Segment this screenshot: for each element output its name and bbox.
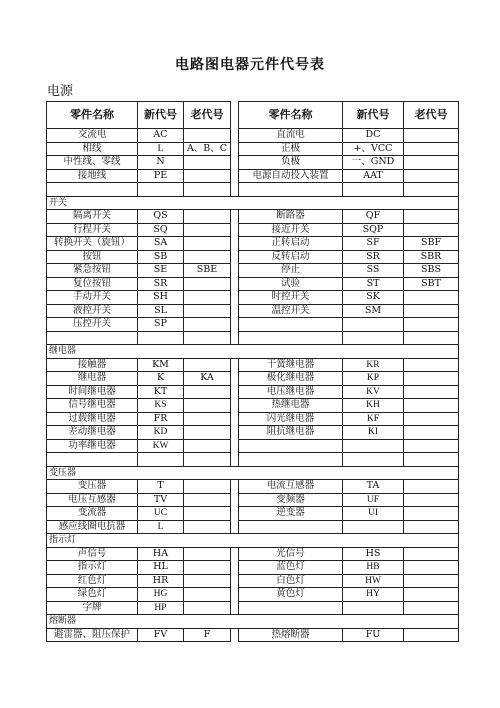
old-code-cell <box>404 574 459 588</box>
new-code-cell: KM <box>138 358 184 372</box>
part-name-cell: 字牌 <box>47 601 138 615</box>
column-separator <box>231 372 239 386</box>
part-name-cell: 感应线圈电抗器 <box>47 520 138 534</box>
section-header-row <box>47 196 459 210</box>
old-code-cell: SBT <box>404 277 459 291</box>
new-code-cell: SL <box>138 304 184 318</box>
new-code-cell: SP <box>138 318 184 332</box>
new-code-cell: FV <box>138 628 184 642</box>
part-name-cell <box>239 183 343 197</box>
table-row <box>47 358 459 372</box>
old-code-cell <box>184 318 231 332</box>
old-code-cell <box>184 412 231 426</box>
table-row <box>47 601 459 615</box>
table-row <box>47 412 459 426</box>
part-name-cell <box>239 601 343 615</box>
part-name-cell: 变压器 <box>47 480 138 494</box>
part-name-cell: 阻抗继电器 <box>239 426 343 440</box>
old-code-cell <box>184 237 231 251</box>
part-name-cell <box>239 331 343 345</box>
table-row <box>47 169 459 183</box>
header-new-code-2: 新代号 <box>343 102 404 129</box>
table-row <box>47 561 459 575</box>
new-code-cell: SR <box>138 277 184 291</box>
part-name-cell: 正极 <box>239 142 343 156</box>
column-separator <box>231 561 239 575</box>
part-name-cell: 中性线、零线 <box>47 156 138 170</box>
old-code-cell <box>404 304 459 318</box>
header-row <box>47 102 459 129</box>
old-code-cell <box>184 129 231 143</box>
new-code-cell: SR <box>343 250 404 264</box>
new-code-cell <box>343 453 404 467</box>
new-code-cell: SH <box>138 291 184 305</box>
column-separator <box>231 628 239 642</box>
new-code-cell: KR <box>343 358 404 372</box>
column-separator <box>231 318 239 332</box>
column-separator <box>231 210 239 224</box>
column-separator <box>231 142 239 156</box>
part-name-cell: 压控开关 <box>47 318 138 332</box>
part-name-cell: 负极 <box>239 156 343 170</box>
part-name-cell: 停止 <box>239 264 343 278</box>
new-code-cell: +、VCC <box>343 142 404 156</box>
old-code-cell: F <box>184 628 231 642</box>
new-code-cell: PE <box>138 169 184 183</box>
part-name-cell <box>47 183 138 197</box>
part-name-cell: 热继电器 <box>239 399 343 413</box>
part-name-cell: 黄色灯 <box>239 588 343 602</box>
part-name-cell: 过载继电器 <box>47 412 138 426</box>
new-code-cell: HL <box>138 561 184 575</box>
old-code-cell <box>404 385 459 399</box>
new-code-cell: HB <box>343 561 404 575</box>
old-code-cell <box>404 331 459 345</box>
part-name-cell: 热熔断器 <box>239 628 343 642</box>
new-code-cell: KH <box>343 399 404 413</box>
part-name-cell <box>239 439 343 453</box>
section-header-row <box>47 615 459 629</box>
part-name-cell: 变流器 <box>47 507 138 521</box>
part-name-cell: 变频器 <box>239 493 343 507</box>
part-name-cell: 差动继电器 <box>47 426 138 440</box>
component-code-table <box>46 101 459 642</box>
table-row <box>47 547 459 561</box>
table-row <box>47 385 459 399</box>
new-code-cell: TV <box>138 493 184 507</box>
old-code-cell <box>404 129 459 143</box>
part-name-cell: 接地线 <box>47 169 138 183</box>
table-row <box>47 399 459 413</box>
column-separator <box>231 264 239 278</box>
part-name-cell: 白色灯 <box>239 574 343 588</box>
old-code-cell <box>404 358 459 372</box>
header-old-code-2: 老代号 <box>404 102 459 129</box>
old-code-cell <box>184 399 231 413</box>
section-label: 开关 <box>47 196 459 210</box>
new-code-cell: KW <box>138 439 184 453</box>
new-code-cell: HA <box>138 547 184 561</box>
section-label: 熔断器 <box>47 615 459 629</box>
old-code-cell: SBE <box>184 264 231 278</box>
old-code-cell <box>184 156 231 170</box>
old-code-cell <box>404 601 459 615</box>
part-name-cell: 试验 <box>239 277 343 291</box>
part-name-cell <box>239 453 343 467</box>
new-code-cell: HR <box>138 574 184 588</box>
old-code-cell <box>184 223 231 237</box>
old-code-cell <box>184 358 231 372</box>
old-code-cell <box>404 183 459 197</box>
column-separator <box>231 601 239 615</box>
column-separator <box>231 129 239 143</box>
table-row <box>47 142 459 156</box>
new-code-cell: K <box>138 372 184 386</box>
part-name-cell: 相线 <box>47 142 138 156</box>
column-separator <box>231 439 239 453</box>
new-code-cell: L <box>138 520 184 534</box>
column-separator <box>231 574 239 588</box>
new-code-cell: KT <box>138 385 184 399</box>
table-row <box>47 439 459 453</box>
table-row <box>47 588 459 602</box>
old-code-cell <box>184 574 231 588</box>
new-code-cell: HP <box>138 601 184 615</box>
table-row <box>47 264 459 278</box>
column-separator <box>231 331 239 345</box>
new-code-cell: AAT <box>343 169 404 183</box>
new-code-cell: SE <box>138 264 184 278</box>
table-row <box>47 372 459 386</box>
part-name-cell: 电源自动投入装置 <box>239 169 343 183</box>
part-name-cell: 接近开关 <box>239 223 343 237</box>
column-separator <box>231 385 239 399</box>
new-code-cell: L <box>138 142 184 156</box>
old-code-cell <box>404 210 459 224</box>
section-label: 指示灯 <box>47 534 459 548</box>
part-name-cell: 指示灯 <box>47 561 138 575</box>
table-row <box>47 277 459 291</box>
old-code-cell <box>184 385 231 399</box>
column-separator <box>231 507 239 521</box>
old-code-cell: SBS <box>404 264 459 278</box>
old-code-cell <box>184 601 231 615</box>
part-name-cell: 隔离开关 <box>47 210 138 224</box>
new-code-cell: TA <box>343 480 404 494</box>
column-separator <box>231 291 239 305</box>
part-name-cell: 光信号 <box>239 547 343 561</box>
section-header-row <box>47 466 459 480</box>
new-code-cell: UF <box>343 493 404 507</box>
old-code-cell: KA <box>184 372 231 386</box>
old-code-cell <box>184 561 231 575</box>
part-name-cell: 按钮 <box>47 250 138 264</box>
old-code-cell <box>404 480 459 494</box>
old-code-cell: SBR <box>404 250 459 264</box>
old-code-cell <box>184 439 231 453</box>
old-code-cell <box>404 561 459 575</box>
table-row <box>47 480 459 494</box>
old-code-cell <box>184 453 231 467</box>
old-code-cell <box>184 183 231 197</box>
table-row <box>47 304 459 318</box>
new-code-cell <box>138 453 184 467</box>
old-code-cell <box>404 588 459 602</box>
part-name-cell: 紧急按钮 <box>47 264 138 278</box>
part-name-cell: 声信号 <box>47 547 138 561</box>
column-separator <box>231 453 239 467</box>
header-new-code: 新代号 <box>138 102 184 129</box>
new-code-cell: KF <box>343 412 404 426</box>
new-code-cell: KD <box>138 426 184 440</box>
column-separator <box>231 223 239 237</box>
part-name-cell: 继电器 <box>47 372 138 386</box>
column-separator <box>231 183 239 197</box>
part-name-cell: 反转启动 <box>239 250 343 264</box>
new-code-cell: UC <box>138 507 184 521</box>
new-code-cell: T <box>138 480 184 494</box>
page-title: 电路图电器元件代号表 <box>175 57 325 73</box>
new-code-cell: SS <box>343 264 404 278</box>
part-name-cell <box>239 318 343 332</box>
table-row <box>47 183 459 197</box>
part-name-cell: 闪光继电器 <box>239 412 343 426</box>
column-separator <box>231 102 239 129</box>
new-code-cell: HS <box>343 547 404 561</box>
part-name-cell: 干簧继电器 <box>239 358 343 372</box>
table-row <box>47 156 459 170</box>
column-separator <box>231 156 239 170</box>
table-body <box>47 102 459 642</box>
old-code-cell <box>184 493 231 507</box>
part-name-cell: 逆变器 <box>239 507 343 521</box>
table-row <box>47 318 459 332</box>
part-name-cell: 温控开关 <box>239 304 343 318</box>
column-separator <box>231 237 239 251</box>
part-name-cell: 时间继电器 <box>47 385 138 399</box>
old-code-cell <box>404 628 459 642</box>
new-code-cell: AC <box>138 129 184 143</box>
old-code-cell <box>404 547 459 561</box>
new-code-cell: ST <box>343 277 404 291</box>
part-name-cell: 行程开关 <box>47 223 138 237</box>
old-code-cell <box>404 156 459 170</box>
table-row <box>47 331 459 345</box>
column-separator <box>231 412 239 426</box>
new-code-cell: SM <box>343 304 404 318</box>
old-code-cell <box>404 412 459 426</box>
column-separator <box>231 358 239 372</box>
table-row <box>47 453 459 467</box>
old-code-cell <box>404 223 459 237</box>
new-code-cell: KP <box>343 372 404 386</box>
new-code-cell: SQ <box>138 223 184 237</box>
part-name-cell: 接触器 <box>47 358 138 372</box>
column-separator <box>231 480 239 494</box>
new-code-cell: KS <box>138 399 184 413</box>
old-code-cell <box>184 331 231 345</box>
new-code-cell: SB <box>138 250 184 264</box>
old-code-cell <box>184 210 231 224</box>
part-name-cell <box>47 331 138 345</box>
part-name-cell: 电压互感器 <box>47 493 138 507</box>
column-separator <box>231 588 239 602</box>
column-separator <box>231 169 239 183</box>
part-name-cell: 红色灯 <box>47 574 138 588</box>
table-row <box>47 223 459 237</box>
part-name-cell: 电流互感器 <box>239 480 343 494</box>
section-label: 继电器 <box>47 345 459 359</box>
table-row <box>47 250 459 264</box>
old-code-cell <box>404 169 459 183</box>
old-code-cell: SBF <box>404 237 459 251</box>
new-code-cell <box>343 318 404 332</box>
part-name-cell: 信号继电器 <box>47 399 138 413</box>
old-code-cell <box>404 291 459 305</box>
old-code-cell <box>404 520 459 534</box>
section-title-power: 电源 <box>47 84 74 99</box>
part-name-cell: 绿色灯 <box>47 588 138 602</box>
part-name-cell: 交流电 <box>47 129 138 143</box>
old-code-cell <box>184 277 231 291</box>
table-row <box>47 291 459 305</box>
part-name-cell: 直流电 <box>239 129 343 143</box>
new-code-cell: QF <box>343 210 404 224</box>
old-code-cell <box>184 250 231 264</box>
new-code-cell <box>138 331 184 345</box>
old-code-cell <box>404 142 459 156</box>
part-name-cell: 正转启动 <box>239 237 343 251</box>
part-name-cell: 电压继电器 <box>239 385 343 399</box>
old-code-cell <box>184 291 231 305</box>
old-code-cell <box>184 304 231 318</box>
old-code-cell <box>184 426 231 440</box>
new-code-cell <box>343 331 404 345</box>
old-code-cell <box>184 507 231 521</box>
old-code-cell <box>184 169 231 183</box>
part-name-cell: 复位按钮 <box>47 277 138 291</box>
column-separator <box>231 399 239 413</box>
column-separator <box>231 520 239 534</box>
column-separator <box>231 426 239 440</box>
new-code-cell: UI <box>343 507 404 521</box>
new-code-cell <box>343 520 404 534</box>
old-code-cell <box>404 372 459 386</box>
table-row <box>47 493 459 507</box>
new-code-cell: FR <box>138 412 184 426</box>
old-code-cell <box>184 480 231 494</box>
part-name-cell: 断路器 <box>239 210 343 224</box>
section-header-row <box>47 534 459 548</box>
table-row <box>47 426 459 440</box>
old-code-cell <box>404 507 459 521</box>
new-code-cell: DC <box>343 129 404 143</box>
part-name-cell: 液控开关 <box>47 304 138 318</box>
new-code-cell: SK <box>343 291 404 305</box>
new-code-cell: SA <box>138 237 184 251</box>
part-name-cell: 极化继电器 <box>239 372 343 386</box>
new-code-cell <box>138 183 184 197</box>
table-row <box>47 237 459 251</box>
part-name-cell: 功率继电器 <box>47 439 138 453</box>
new-code-cell <box>343 439 404 453</box>
section-header-row <box>47 345 459 359</box>
old-code-cell <box>404 426 459 440</box>
column-separator <box>231 304 239 318</box>
part-name-cell: 时控开关 <box>239 291 343 305</box>
old-code-cell <box>404 453 459 467</box>
new-code-cell: SF <box>343 237 404 251</box>
new-code-cell: QS <box>138 210 184 224</box>
new-code-cell: HW <box>343 574 404 588</box>
new-code-cell <box>343 183 404 197</box>
new-code-cell: 一、GND <box>343 156 404 170</box>
old-code-cell: A、B、C <box>184 142 231 156</box>
old-code-cell <box>404 439 459 453</box>
new-code-cell: SQP <box>343 223 404 237</box>
table-row <box>47 574 459 588</box>
part-name-cell: 手动开关 <box>47 291 138 305</box>
part-name-cell <box>239 520 343 534</box>
table-row <box>47 129 459 143</box>
header-part-name-2: 零件名称 <box>239 102 343 129</box>
column-separator <box>231 493 239 507</box>
table-row <box>47 210 459 224</box>
table-row <box>47 520 459 534</box>
header-old-code: 老代号 <box>184 102 231 129</box>
new-code-cell: KI <box>343 426 404 440</box>
new-code-cell: N <box>138 156 184 170</box>
old-code-cell <box>404 399 459 413</box>
section-label: 变压器 <box>47 466 459 480</box>
old-code-cell <box>184 588 231 602</box>
old-code-cell <box>404 493 459 507</box>
header-part-name: 零件名称 <box>47 102 138 129</box>
part-name-cell: 转换开关（旋钮） <box>47 237 138 251</box>
part-name-cell <box>47 453 138 467</box>
column-separator <box>231 250 239 264</box>
old-code-cell <box>404 318 459 332</box>
new-code-cell <box>343 601 404 615</box>
new-code-cell: HG <box>138 588 184 602</box>
table-row <box>47 507 459 521</box>
new-code-cell: HY <box>343 588 404 602</box>
part-name-cell: 蓝色灯 <box>239 561 343 575</box>
new-code-cell: KV <box>343 385 404 399</box>
old-code-cell <box>184 547 231 561</box>
part-name-cell: 避雷器、阻压保护 <box>47 628 138 642</box>
column-separator <box>231 277 239 291</box>
new-code-cell: FU <box>343 628 404 642</box>
old-code-cell <box>184 520 231 534</box>
table-row <box>47 628 459 642</box>
column-separator <box>231 547 239 561</box>
